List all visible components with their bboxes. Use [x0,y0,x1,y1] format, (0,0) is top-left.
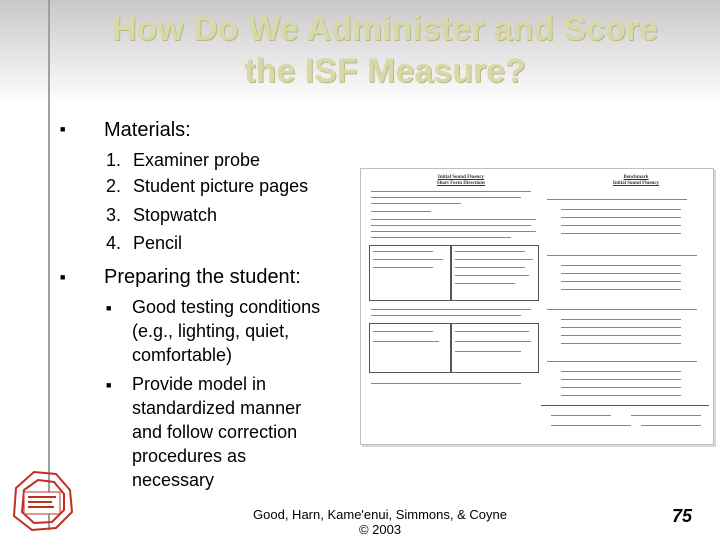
correct-response-box [369,245,451,301]
left-rule [48,0,50,530]
incorrect-response-box [451,245,539,301]
materials-item-2: Student picture pages [133,176,309,196]
list-number: 3. [106,205,122,225]
preparing-heading: Preparing the student: [104,266,301,288]
title-line-1: How Do We Administer and Score [112,10,658,48]
page-number: 75 [672,506,693,526]
slide-title [60,8,710,92]
footer-citation: Good, Harn, Kame'enui, Simmons, & Coyne © 2003 [253,507,507,537]
list-number: 1. [106,150,122,170]
materials-item-4: Pencil [133,233,183,253]
prep-item-1: Good testing conditions (e.g., lighting, quiet, comfortable) [132,297,321,365]
institute-logo [6,468,76,534]
form-left-title: Initial Sound Fluency Short Form Directions [436,175,486,186]
materials-item-1: Examiner probe [133,150,261,170]
bullet-icon: ■ [60,272,66,282]
form-right-title: Benchmark Initial Sound Fluency [612,175,660,186]
materials-heading: Materials: [104,119,191,141]
bullet-icon: ■ [60,124,66,134]
title-line-2: the ISF Measure? [244,52,526,90]
list-number: 4. [106,233,122,253]
sub-bullet-icon: ■ [106,380,112,390]
list-number: 2. [106,176,122,196]
sub-bullet-icon: ■ [106,303,112,313]
isf-form-image [360,168,714,445]
materials-item-3: Stopwatch [133,205,218,225]
prep-item-2: Provide model in standardized manner and follow correction procedures as necessary [132,374,302,490]
